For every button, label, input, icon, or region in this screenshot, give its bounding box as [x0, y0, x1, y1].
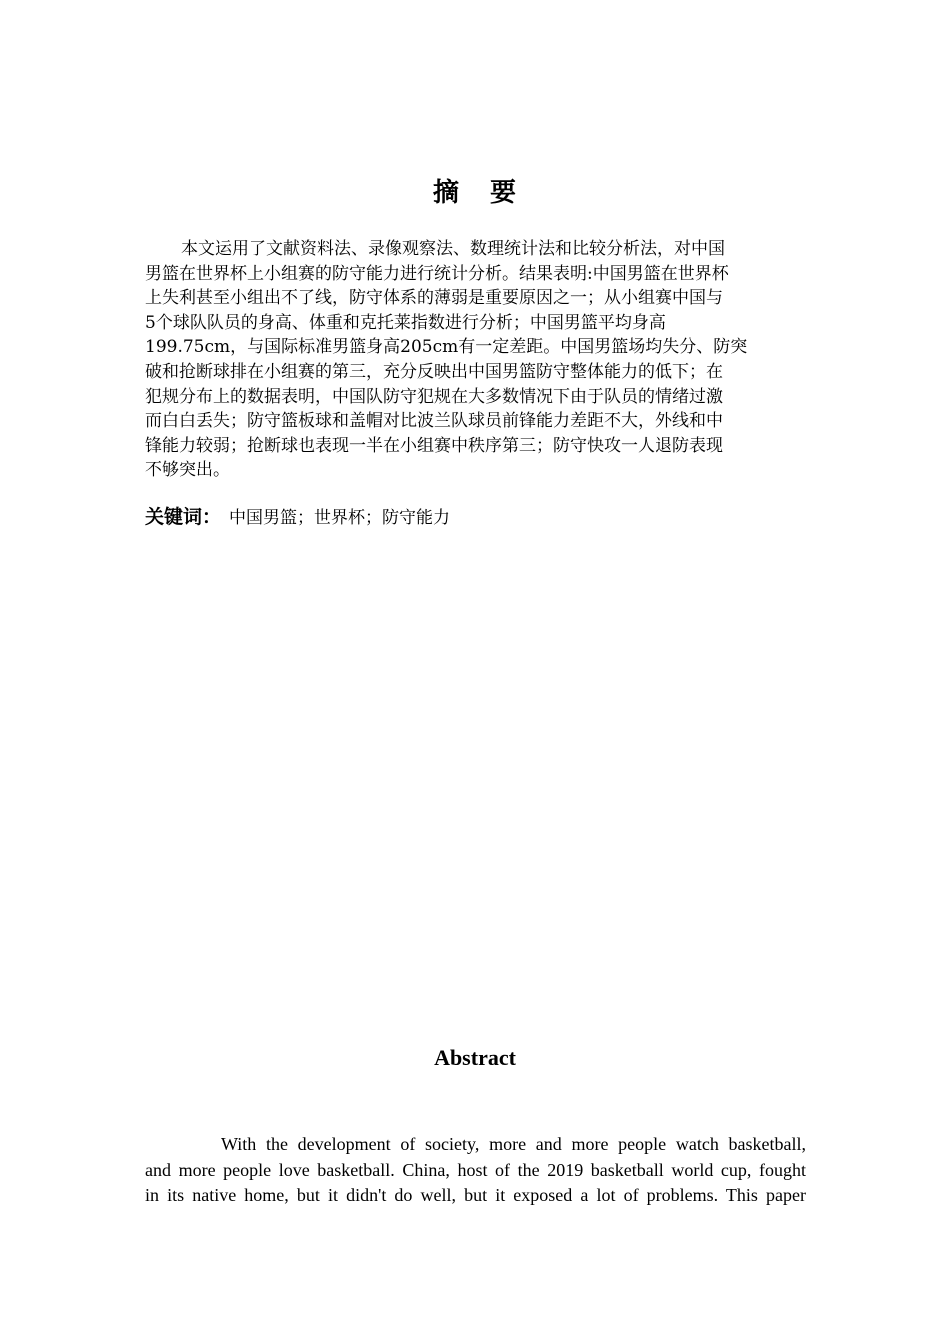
abstract-line: 本文运用了文献资料法、录像观察法、数理统计法和比较分析法，对中国: [181, 239, 725, 259]
abstract-line: in its native home, but it didn't do well, but it exposed a lot of problems. This paper: [145, 1185, 806, 1205]
title-char-2: 要: [490, 178, 518, 208]
abstract-line: 不够突出。: [145, 460, 230, 481]
abstract-line: 破和抢断球排在小组赛的第三，充分反映出中国男篮防守整体能力的低下；在: [145, 361, 723, 382]
keywords-label: 关键词：: [145, 506, 222, 528]
abstract-line: 而白白丢失；防守篮板球和盖帽对比波兰队球员前锋能力差距不大，外线和中: [145, 411, 723, 432]
abstract-line: 锋能力较弱；抢断球也表现一半在小组赛中秩序第三；防守快攻一人退防表现: [145, 435, 723, 456]
abstract-line: 199.75cm，与国际标准男篮身高205cm有一定差距。中国男篮场均失分、防突: [145, 337, 748, 358]
abstract-line: and more people love basketball. China, host of the 2019 basketball world cup, fought: [145, 1159, 806, 1180]
chinese-abstract-body: [145, 237, 810, 483]
keywords-value: 中国男篮；世界杯；防守能力: [229, 508, 451, 528]
abstract-line: With the development of society, more and more people watch basketball,: [221, 1134, 806, 1154]
title-char-1: 摘: [432, 178, 460, 208]
abstract-line: 男篮在世界杯上小组赛的防守能力进行统计分析。结果表明:中国男篮在世界杯: [145, 263, 729, 284]
keywords: [145, 502, 450, 529]
english-abstract-title: Abstract: [434, 1045, 516, 1070]
abstract-line: 5个球队队员的身高、体重和克托莱指数进行分析；中国男篮平均身高: [145, 312, 666, 333]
abstract-line: 犯规分布上的数据表明，中国队防守犯规在大多数情况下由于队员的情绪过激: [145, 386, 723, 407]
abstract-line: 上失利甚至小组出不了线，防守体系的薄弱是重要原因之一；从小组赛中国与: [145, 288, 723, 309]
english-abstract-body: [145, 1132, 806, 1209]
chinese-abstract-title: [0, 172, 950, 209]
